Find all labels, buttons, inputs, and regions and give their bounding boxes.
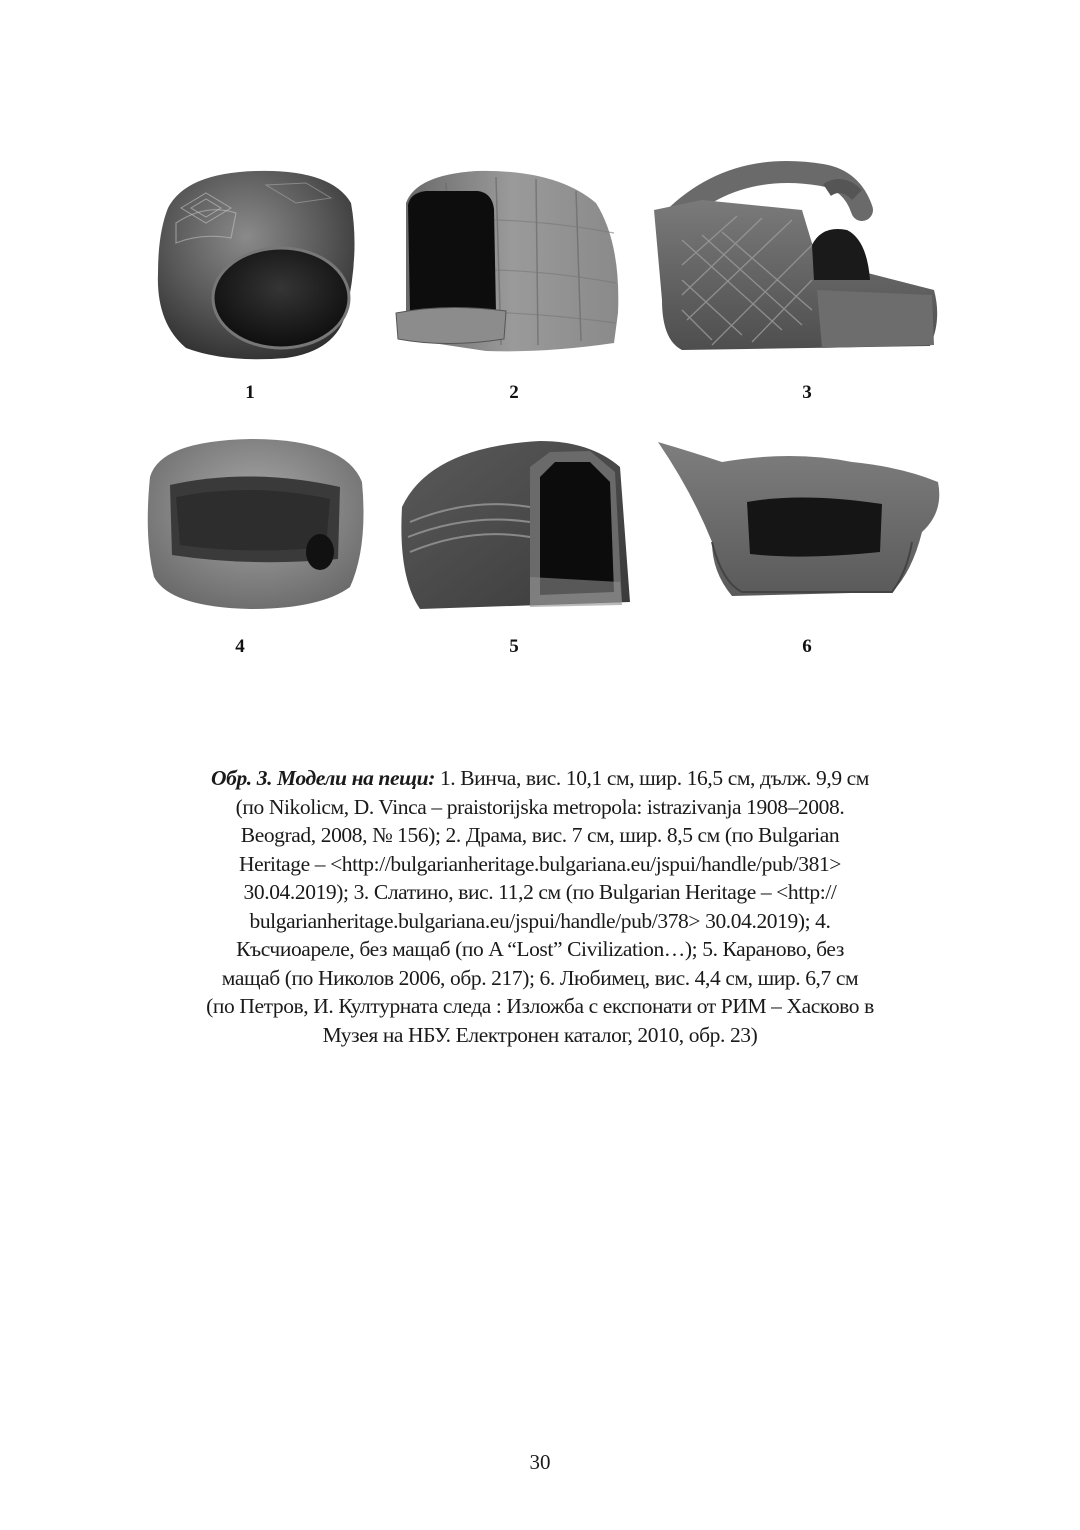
caption-line: 30.04.2019); 3. Слатино, вис. 11,2 см (по Bulgarian Heritage – <http://	[243, 880, 837, 904]
figure-number: 4	[235, 636, 245, 657]
caption-label: Обр. 3. Модели на пещи:	[211, 766, 435, 790]
figure-2-photo	[386, 163, 628, 365]
caption-line: Късчиоареле, без мащаб (по A “Lost” Civilization…); 5. Караново, без	[236, 937, 844, 961]
caption-line: Heritage – <http://bulgarianheritage.bulgariana.eu/jspui/handle/pub/381>	[238, 851, 842, 876]
figure-number: 6	[802, 636, 812, 657]
figure-number: 2	[509, 382, 519, 403]
figure-6-photo	[652, 432, 944, 602]
figure-3-photo	[642, 150, 948, 372]
figure-1-photo	[146, 163, 362, 365]
figure-5-photo	[390, 427, 642, 615]
caption-line	[120, 764, 960, 793]
figure-4-photo	[140, 427, 370, 615]
caption-line: Музея на НБУ. Електронен каталог, 2010, обр. 23)	[322, 1022, 758, 1047]
caption-line: Beograd, 2008, № 156); 2. Драма, вис. 7 см, шир. 8,5 см (по Bulgarian	[240, 823, 840, 847]
figure-number: 5	[509, 636, 519, 657]
caption-line: bulgarianheritage.bulgariana.eu/jspui/handle/pub/378> 30.04.2019); 4.	[249, 908, 831, 933]
figure-number: 3	[802, 382, 812, 403]
figure-number: 1	[245, 382, 255, 403]
caption-text: 1. Винча, вис. 10,1 см, шир. 16,5 см, дълж. 9,9 см	[434, 766, 869, 790]
caption-line: (по Nikolicм, D. Vinca – praistorijska metropola: istrazivanja 1908–2008.	[235, 794, 845, 819]
caption-line: (по Петров, И. Културната следа : Изложба с експонати от РИМ – Хасково в	[206, 994, 874, 1018]
page-number: 30	[529, 1450, 551, 1474]
figure-caption	[120, 764, 960, 1049]
caption-line: мащаб (по Николов 2006, обр. 217); 6. Любимец, вис. 4,4 см, шир. 6,7 см	[221, 965, 859, 990]
